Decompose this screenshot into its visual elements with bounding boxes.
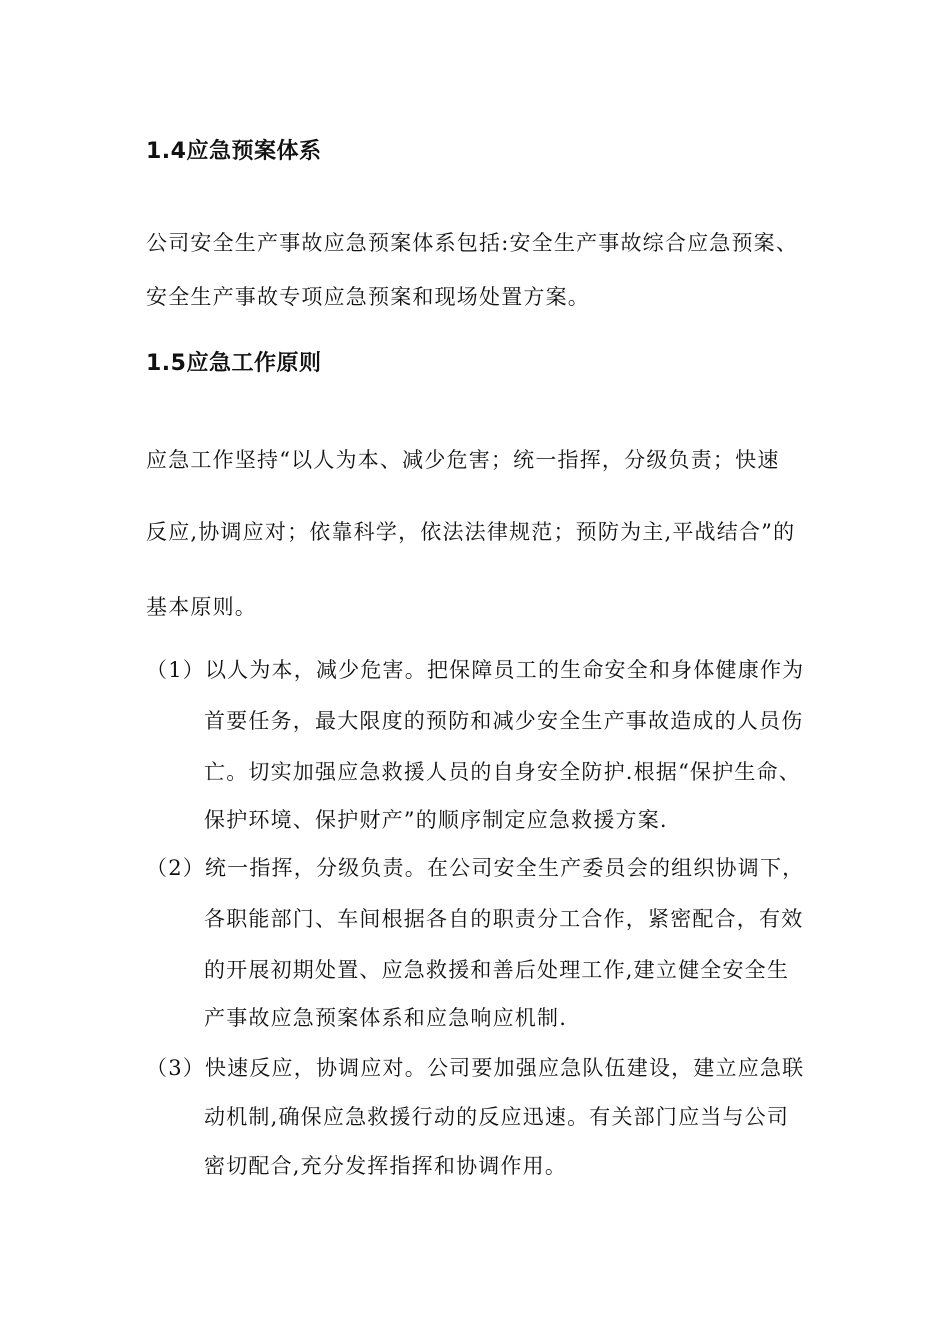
list-item-1-line: 保护环境、保护财产”的顺序制定应急救援方案. [204,808,668,832]
list-item-2-line: 的开展初期处置、应急救援和善后处理工作,建立健全安全生 [204,958,790,982]
list-item-2-line: 产事故应急预案体系和应急响应机制. [204,1006,568,1030]
list-item-2-line: 各职能部门、车间根据各自的职责分工合作，紧密配合，有效 [204,907,804,931]
list-item-3-line: 动机制,确保应急救援行动的反应迅速。有关部门应当与公司 [204,1105,790,1129]
section-heading-1-4: 1.4应急预案体系 [146,139,322,164]
list-item-2: （2）统一指挥，分级负责。在公司安全生产委员会的组织协调下， [146,856,805,880]
paragraph-line: 公司安全生产事故应急预案体系包括:安全生产事故综合应急预案、 [146,231,799,255]
list-item-1-line: 首要任务，最大限度的预防和减少安全生产事故造成的人员伤 [204,709,804,733]
list-item-3: （3）快速反应，协调应对。公司要加强应急队伍建设，建立应急联 [146,1056,805,1080]
section-heading-1-5: 1.5应急工作原则 [146,351,322,376]
paragraph-line: 应急工作坚持“以人为本、减少危害；统一指挥，分级负责；快速 [146,448,780,472]
list-item-1-line: 亡。切实加强应急救援人员的自身安全防护.根据“保护生命、 [204,760,802,784]
paragraph-line: 安全生产事故专项应急预案和现场处置方案。 [146,285,590,309]
paragraph-line: 反应,协调应对；依靠科学，依法法律规范；预防为主,平战结合”的 [146,520,796,544]
list-item-1: （1）以人为本，减少危害。把保障员工的生命安全和身体健康作为 [146,658,805,682]
paragraph-line: 基本原则。 [146,595,257,619]
list-item-3-line: 密切配合,充分发挥指挥和协调作用。 [204,1154,568,1178]
